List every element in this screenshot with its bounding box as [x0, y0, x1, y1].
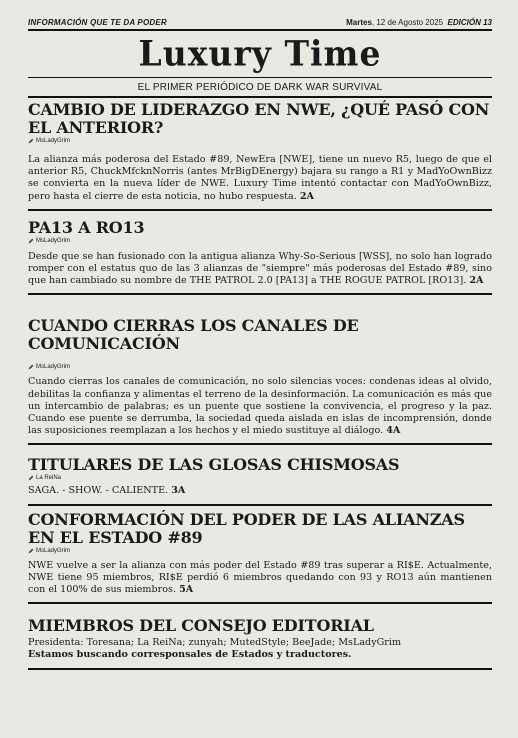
edition-number: EDICIÓN 13 — [447, 17, 492, 27]
article-gossip — [28, 445, 492, 497]
byline — [28, 475, 492, 481]
article-headline: TITULARES DE LAS GLOSAS CHISMOSAS — [28, 455, 400, 475]
top-rule — [28, 29, 492, 31]
article-leadership — [28, 98, 492, 203]
author: MsLadyGrim — [36, 237, 71, 244]
author: La ReiNa — [36, 475, 62, 482]
article-headline: CUANDO CIERRAS LOS CANALES DE COMUNICACIÓN — [28, 316, 359, 354]
article-communication — [28, 295, 492, 437]
article-headline: CAMBIO DE LIDERAZGO EN NWE, ¿QUÉ PASÓ CON EL ANTERIOR? — [28, 100, 490, 137]
page-ref: 3A — [171, 485, 186, 497]
editorial-members: Presidenta: Toresana; La ReiNa; zunyah; MutedStyle; BeeJade; MsLadyGrim — [28, 637, 402, 649]
bottom-rule — [28, 668, 492, 670]
byline — [28, 138, 492, 144]
pen-icon — [28, 364, 34, 370]
article-body: NWE vuelve a ser la alianza con más poder del Estado #89 tras superar a RI$E. Actualmente, NWE tiene 95 miembros, RI$E perdió 6 miembros quedando con 93 y RO13 aún mantienen con el 100% de sus miembros. 5A — [28, 559, 492, 596]
weekday: Martes — [346, 17, 372, 27]
masthead-subtitle: EL PRIMER PERIÓDICO DE DARK WAR SURVIVAL — [137, 82, 383, 93]
article-body: Cuando cierras los canales de comunicación, no solo silencias voces: condenas ideas al olvido, debilitas la confianza y alimentas el terreno de la desinformación. La comunicación es más que un intercambio de palabras; es un puente que sostiene la convivencia, el progreso y la paz. Cuando ese puente se derrumba, la sociedad queda aislada en islas de incomprensión, donde las suposiciones reemplazan a los hechos y el miedo sustituye al diálogo. 4A — [28, 376, 492, 437]
author: MsLadyGrim — [36, 547, 71, 554]
page-ref: 5A — [179, 584, 194, 596]
article-body: SAGA. - SHOW. - CALIENTE. 3A — [28, 485, 186, 497]
byline — [28, 364, 492, 370]
article-body: La alianza más poderosa del Estado #89, NewEra [NWE], tiene un nuevo R5, luego de que el anterior R5, ChuckMfcknNorris (antes MrBigDEnergy) bajara su rango a R1 y MadYoOwnBizz se convierta en la nueva líder de NWE. Luxury Time intentó contactar con MadYoOwnBizz, pero hasta el cierre de esta noticia, no hubo respuesta. 2A — [28, 154, 492, 202]
article-body: Desde que se han fusionado con la antigua alianza Why-So-Serious [WSS], no solo han logrado romper con el estatus quo de las 3 alianzas de "siempre" más poderosas del Estado #89, sino que han cambiado su nombre de THE PATROL 2.0 [PA13] a THE ROGUE PATROL [RO13]. 2A — [28, 250, 492, 287]
page-ref: 4A — [386, 425, 401, 437]
byline — [28, 238, 492, 244]
editorial-call: Estamos buscando corresponsales de Estados y traductores. — [28, 649, 352, 661]
article-headline: CONFORMACIÓN DEL PODER DE LAS ALIANZAS EN EL ESTADO #89 — [28, 509, 465, 547]
date-edition — [346, 18, 492, 27]
tagline: INFORMACIÓN QUE TE DA PODER — [28, 17, 167, 27]
masthead-title: Luxury Time — [138, 33, 382, 74]
editorial-headline: MIEMBROS DEL CONSEJO EDITORIAL — [28, 616, 374, 636]
pen-icon — [28, 548, 34, 554]
top-bar — [28, 0, 492, 29]
byline — [28, 548, 492, 554]
pen-icon — [28, 238, 34, 244]
date: , 12 de Agosto 2025 — [371, 17, 444, 27]
article-alliance-power — [28, 506, 492, 597]
article-pa13 — [28, 211, 492, 288]
masthead — [28, 35, 492, 73]
pen-icon — [28, 138, 34, 144]
pen-icon — [28, 475, 34, 481]
editorial-board — [28, 604, 492, 661]
author: MsLadyGrim — [36, 364, 71, 371]
page-ref: 2A — [469, 275, 484, 287]
author: MsLadyGrim — [36, 138, 71, 144]
page-ref: 2A — [299, 190, 314, 202]
article-headline: PA13 A RO13 — [28, 217, 145, 237]
